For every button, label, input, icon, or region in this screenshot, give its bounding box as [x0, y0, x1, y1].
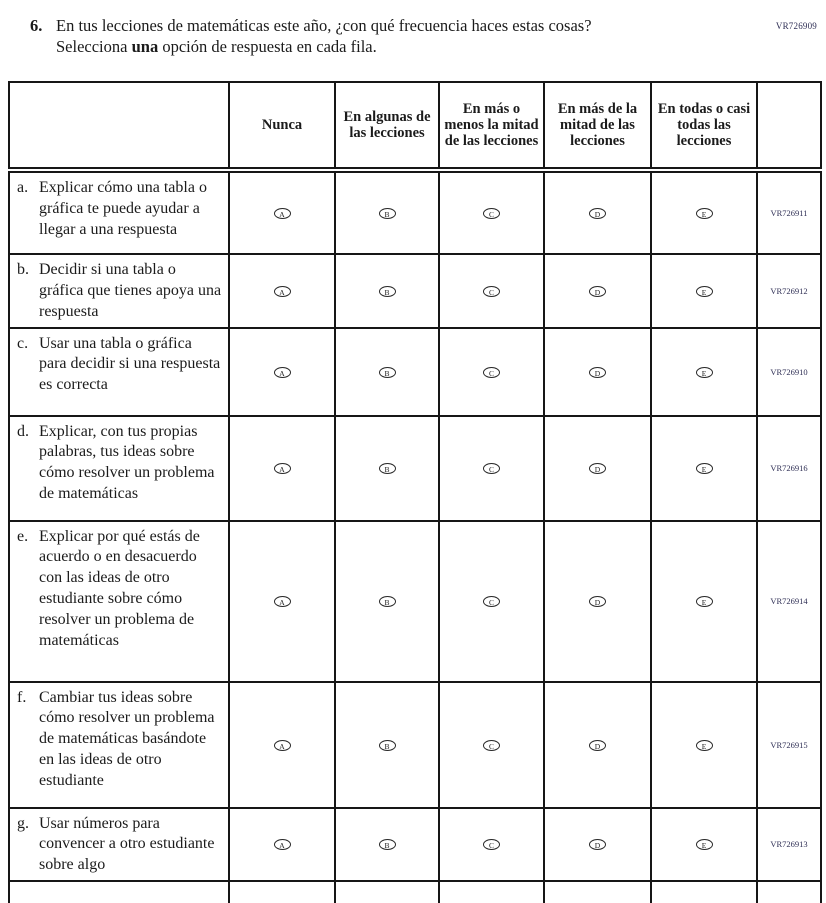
option-cell: [439, 808, 544, 881]
row-statement: Explicar, con tus propias palabras, tus ideas sobre cómo resolver un problema de matemáticas: [39, 422, 215, 502]
empty-cell: [757, 881, 821, 903]
option-bubble-a[interactable]: A: [274, 463, 291, 474]
emphasized-word: una: [131, 37, 159, 57]
row-statement: Explicar cómo una tabla o gráfica te puede ayudar a llegar a una respuesta: [39, 179, 207, 238]
table-row: [9, 416, 821, 521]
option-bubble-b[interactable]: B: [379, 463, 396, 474]
row-letter: f.: [17, 688, 27, 706]
option-cell: [229, 808, 335, 881]
option-bubble-b[interactable]: B: [379, 286, 396, 297]
empty-cell: [9, 881, 229, 903]
option-bubble-d[interactable]: D: [589, 740, 606, 751]
option-cell: [229, 521, 335, 682]
empty-cell: [651, 881, 757, 903]
corner-header-cell: [9, 82, 229, 170]
option-cell: [439, 682, 544, 808]
question-block: [30, 15, 775, 57]
row-statement: Usar números para convencer a otro estudiante sobre algo: [39, 814, 215, 874]
row-letter: c.: [17, 334, 29, 352]
row-code: VR726916: [757, 416, 821, 521]
row-letter: a.: [17, 179, 29, 197]
header-row: [9, 82, 821, 170]
questionnaire-page: [0, 15, 826, 876]
option-bubble-c[interactable]: C: [483, 367, 500, 378]
option-bubble-e[interactable]: E: [696, 208, 713, 219]
empty-cell: [229, 881, 335, 903]
empty-cell: [439, 881, 544, 903]
option-cell: [439, 170, 544, 254]
col-header-mas-de-mitad: En más de la mitad de las lecciones: [544, 82, 651, 170]
option-bubble-a[interactable]: A: [274, 596, 291, 607]
option-cell: [544, 254, 651, 327]
row-code: VR726910: [757, 328, 821, 416]
option-bubble-d[interactable]: D: [589, 367, 606, 378]
option-bubble-b[interactable]: B: [379, 740, 396, 751]
option-cell: [544, 682, 651, 808]
option-cell: [229, 416, 335, 521]
table-row-partial: [9, 881, 821, 903]
col-header-code: [757, 82, 821, 170]
option-cell: [651, 170, 757, 254]
option-bubble-a[interactable]: A: [274, 740, 291, 751]
option-bubble-b[interactable]: B: [379, 596, 396, 607]
row-letter: g.: [17, 814, 29, 832]
row-code: VR726915: [757, 682, 821, 808]
option-cell: [229, 682, 335, 808]
row-letter: d.: [17, 422, 29, 440]
option-bubble-a[interactable]: A: [274, 208, 291, 219]
col-header-algunas: En algunas de las lecciones: [335, 82, 439, 170]
option-cell: [651, 328, 757, 416]
option-bubble-d[interactable]: D: [589, 596, 606, 607]
option-bubble-d[interactable]: D: [589, 208, 606, 219]
option-cell: [651, 254, 757, 327]
option-bubble-a[interactable]: A: [274, 367, 291, 378]
option-cell: [544, 521, 651, 682]
option-bubble-e[interactable]: E: [696, 463, 713, 474]
option-bubble-e[interactable]: E: [696, 286, 713, 297]
col-header-mas-o-menos-mitad: En más o menos la mitad de las lecciones: [439, 82, 544, 170]
option-cell: [544, 328, 651, 416]
row-statement: Explicar por qué estás de acuerdo o en desacuerdo con las ideas de otro estudiante sobre cómo resolver un problema de matemáticas: [39, 527, 200, 649]
option-cell: [439, 416, 544, 521]
row-statement: Usar una tabla o gráfica para decidir si una respuesta es correcta: [39, 334, 221, 394]
option-bubble-a[interactable]: A: [274, 286, 291, 297]
row-label-cell: [9, 416, 229, 521]
option-bubble-c[interactable]: C: [483, 740, 500, 751]
option-bubble-d[interactable]: D: [589, 839, 606, 850]
instruction-after: opción de respuesta en cada fila.: [158, 37, 377, 57]
row-code: VR726912: [757, 254, 821, 327]
option-cell: [229, 328, 335, 416]
option-cell: [229, 254, 335, 327]
option-cell: [335, 682, 439, 808]
row-label-cell: [9, 682, 229, 808]
option-bubble-a[interactable]: A: [274, 839, 291, 850]
option-cell: [335, 416, 439, 521]
option-cell: [439, 521, 544, 682]
option-bubble-e[interactable]: E: [696, 367, 713, 378]
option-cell: [335, 328, 439, 416]
question-instruction: [56, 36, 775, 57]
option-bubble-d[interactable]: D: [589, 463, 606, 474]
option-cell: [544, 808, 651, 881]
option-cell: [335, 254, 439, 327]
option-cell: [651, 808, 757, 881]
option-bubble-b[interactable]: B: [379, 367, 396, 378]
table-row: [9, 328, 821, 416]
option-bubble-c[interactable]: C: [483, 463, 500, 474]
table-row: [9, 521, 821, 682]
col-header-nunca: Nunca: [229, 82, 335, 170]
option-bubble-b[interactable]: B: [379, 839, 396, 850]
option-bubble-e[interactable]: E: [696, 740, 713, 751]
question-text: En tus lecciones de matemáticas este año, ¿con qué frecuencia haces estas cosas?: [56, 16, 592, 35]
option-bubble-d[interactable]: D: [589, 286, 606, 297]
row-statement: Decidir si una tabla o gráfica que tienes apoya una respuesta: [39, 261, 222, 320]
row-letter: e.: [17, 527, 29, 545]
table-row: [9, 808, 821, 881]
option-cell: [229, 170, 335, 254]
row-letter: b.: [17, 261, 29, 279]
empty-cell: [544, 881, 651, 903]
row-label-cell: [9, 328, 229, 416]
question-text-wrap: [56, 15, 775, 57]
table-row: [9, 682, 821, 808]
document-code: VR726909: [775, 21, 817, 31]
option-bubble-e[interactable]: E: [696, 839, 713, 850]
option-cell: [651, 416, 757, 521]
row-code: VR726911: [757, 170, 821, 254]
option-cell: [335, 808, 439, 881]
row-statement: Cambiar tus ideas sobre cómo resolver un problema de matemáticas basándote en las ideas de otro estudiante: [39, 688, 215, 789]
option-cell: [544, 170, 651, 254]
option-cell: [651, 521, 757, 682]
option-cell: [651, 682, 757, 808]
instruction-before: Selecciona: [56, 37, 132, 57]
empty-cell: [335, 881, 439, 903]
option-bubble-c[interactable]: C: [483, 208, 500, 219]
table-row: [9, 170, 821, 254]
answer-rows: [9, 170, 821, 903]
question-number: 6.: [30, 16, 43, 35]
frequency-matrix-table: [8, 81, 822, 903]
row-label-cell: [9, 254, 229, 327]
option-cell: [439, 254, 544, 327]
row-label-cell: [9, 808, 229, 881]
option-cell: [439, 328, 544, 416]
option-cell: [335, 521, 439, 682]
row-label-cell: [9, 521, 229, 682]
option-cell: [544, 416, 651, 521]
option-bubble-b[interactable]: B: [379, 208, 396, 219]
row-label-cell: [9, 170, 229, 254]
option-bubble-c[interactable]: C: [483, 839, 500, 850]
row-code: VR726914: [757, 521, 821, 682]
table-row: [9, 254, 821, 327]
row-code: VR726913: [757, 808, 821, 881]
col-header-todas: En todas o casi todas las lecciones: [651, 82, 757, 170]
option-bubble-c[interactable]: C: [483, 596, 500, 607]
option-bubble-c[interactable]: C: [483, 286, 500, 297]
option-cell: [335, 170, 439, 254]
option-bubble-e[interactable]: E: [696, 596, 713, 607]
